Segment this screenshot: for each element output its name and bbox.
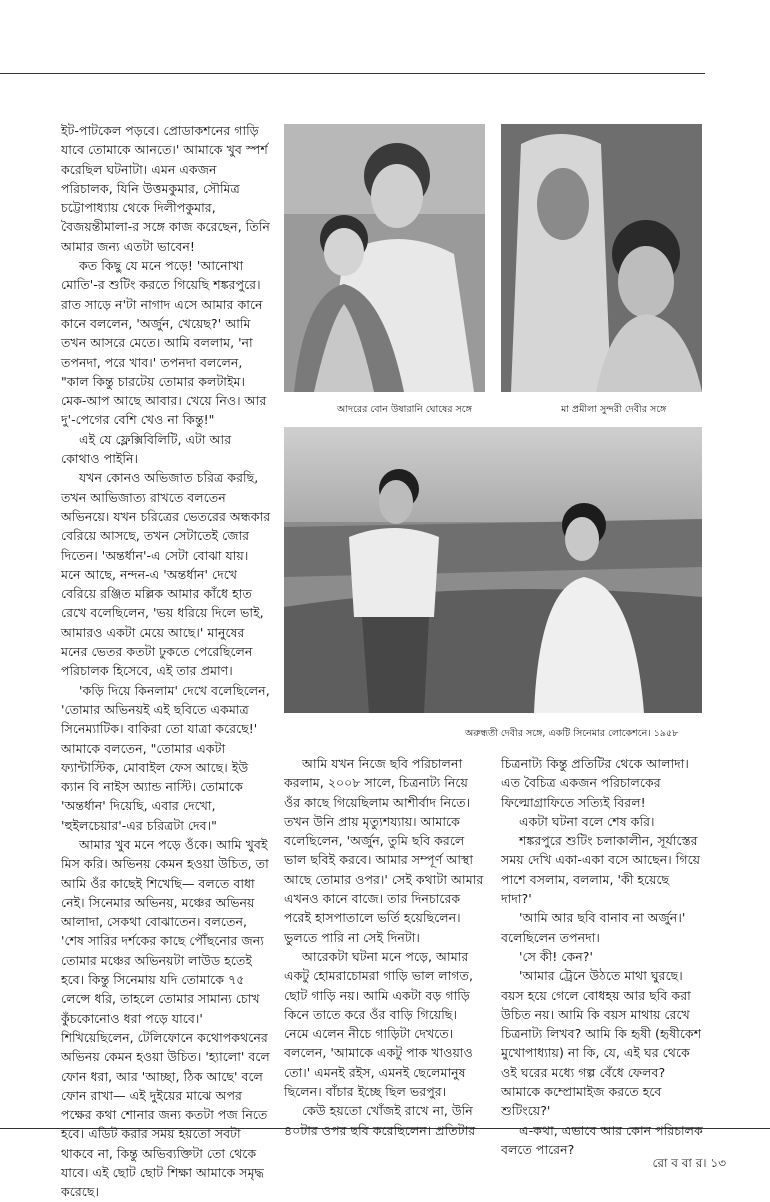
paragraph: এই যে ফ্লেক্সিবিলিটি, এটা আর কোথাও পাইনি। — [61, 431, 232, 467]
article-column-3 — [501, 754, 703, 1159]
caption-photo-3: অরুন্ধতী দেবীর সঙ্গে, একটি সিনেমার লোকেশনে। ১৯৫৮ — [465, 728, 679, 739]
paragraph: কত কিছু যে মনে পড়ে! 'আনোখা মোতি'-র শুটিং করতে গিয়েছি শঙ্করপুরে। রাত সাড়ে ন'টা নাগাদ এসে আমার কানে কানে বললেন, 'অর্জুন, খেয়েছ?' আমি তখন আসরে মেতে। আমি বললাম, 'না তপনদা, পরে খাব।' তপনদা বললেন, "কাল কিন্তু চারটেয় তোমার কলটাইম। মেক-আপ আছে আবার। খেয়ে নিও। আর দু'-পেগের বেশি খেও না কিন্তু!" — [61, 258, 267, 428]
paragraph: আরেকটা ঘটনা মনে পড়ে, আমার একটু হোমরাচোমরা গাড়ি ভাল লাগত, ছোট গাড়ি নয়। আমি একটা বড় গাড়ি কিনে তাতে করে ওঁর বাড়ি গিয়েছি। নেমে এলেন নীচে গাড়িটা দেখতে। বললেন, 'আমাকে একটু পাক খাওয়াও তো।' এমনই রইস, এমনই ছেলেমানুষ ছিলেন। বাঁচার ইচ্ছে ছিল ভরপুর। — [284, 948, 473, 1100]
article-column-1 — [61, 121, 271, 1202]
article-column-2 — [284, 754, 484, 1140]
photo-with-mother — [501, 124, 702, 392]
paragraph: ইট-পাটকেল পড়বে। প্রোডাকশনের গাড়ি যাবে তোমাকে আনতে।' আমাকে খুব স্পর্শ করেছিল ঘটনাটা। এমন একজন পরিচালক, যিনি উত্তমকুমার, সৌমিত্র চট্টোপাধ্যায় থেকে দিলীপকুমার, বৈজয়ন্তীমালা-র সঙ্গে কাজ করেছেন, তিনি আমার জন্য এতটা ভাবেন! — [61, 123, 270, 254]
paragraph: একটা ঘটনা বলে শেষ করি। — [519, 813, 655, 829]
page-folio: রো ব বা র। ১৩ — [652, 1156, 726, 1170]
photo-with-arundhati-devi — [284, 427, 702, 713]
paragraph: কেউ হয়তো খোঁজই রাখে না, উনি ৪০টার ওপর ছবি করেছিলেন। প্রতিটার — [284, 1103, 476, 1138]
paragraph: শঙ্করপুরে শুটিং চলাকালীন, সূর্যাস্তের সময় দেখি একা-একা বসে আছেন। গিয়ে পাশে বসলাম, বললাম, 'কী হয়েছে দাদা?' — [501, 833, 701, 907]
caption-photo-2: মা প্রমীলা সুন্দরী দেবীর সঙ্গে — [561, 404, 667, 415]
paragraph: চিত্রনাট্য কিন্তু প্রতিটির থেকে আলাদা। এত বৈচিত্র একজন পরিচালকের ফিল্মোগ্রাফিতে সত্যিই বিরল! — [501, 756, 689, 810]
paragraph: 'আমি আর ছবি বানাব না অর্জুন।' বলেছিলেন তপনদা। — [501, 910, 686, 945]
top-rule — [0, 73, 705, 74]
paragraph: যখন কোনও অভিজাত চরিত্র করছি, তখন আভিজাত্য রাখতে বলতেন অভিনয়ে। যখন চরিত্রের ভেতরের অন্ধকার বেরিয়ে আসছে, তখন সেটাতেই জোর দিতেন। 'অন্তর্ধান'-এ সেটা বোঝা যায়। মনে আছে, নন্দন-এ 'অন্তর্ধান' দেখে বেরিয়ে রঞ্জিত মল্লিক আমার কাঁধে হাত রেখে বলেছিলেন, 'ভয় ধরিয়ে দিলে ভাই, আমারও একটা মেয়ে আছে।' মানুষের মনের ভেতর কতটা ঢুকতে পেরেছিলেন পরিচালক হিসেবে, এই তার প্রমাণ। — [61, 470, 271, 679]
photo-with-sister — [284, 124, 485, 392]
paragraph: 'সে কী! কেন?' — [519, 948, 593, 964]
paragraph: 'কড়ি দিয়ে কিনলাম' দেখে বলেছিলেন, 'তোমার অভিনয়ই এই ছবিতে একমাত্র সিনেম্যাটিক। বাকিরা তো যাত্রা করেছে!' আমাকে বলতেন, "তোমার একটা ফ্যান্টাস্টিক, মোবাইল ফেস আছে। ইউ ক্যান বি নাইস অ্যান্ড নাস্টি। তোমাকে 'অন্তর্ধান' দিয়েছি, এবার দেখো, 'হুইলচেয়ার'-এর চরিত্রটা দেব।" — [61, 682, 270, 833]
caption-photo-1: আদরের বোন উষারানি ঘোষের সঙ্গে — [337, 404, 472, 415]
paragraph: আমার খুব মনে পড়ে ওঁকে। আমি খুবই মিস করি। অভিনয় কেমন হওয়া উচিত, তা আমি ওঁর কাছেই শিখেছি— বলতে বাধা নেই। সিনেমার অভিনয়, মঞ্চের অভিনয় আলাদা, সেকথা বোঝাতেন। বলতেন, 'শেষ সারির দর্শকের কাছে পৌঁছনোর জন্য তোমার মঞ্চের অভিনয়টা লাউড হতেই হবে। কিন্তু সিনেমায় যদি তোমাকে ৭৫ লেন্সে ধরি, তাহলে তোমার সামান্য চোখ কুঁচকোনোও ধরা পড়ে যাবে।' শিখিয়েছিলেন, টেলিফোনে কথোপকথনের অভিনয় কেমন হওয়া উচিত। 'হ্যালো' বলে ফোন ধরা, আর 'আচ্ছা, ঠিক আছে' বলে ফোন রাখা— এই দুইয়ের মাঝে অপর পক্ষের কথা শোনার জন্য কতটা পজ নিতে হবে। এডিট করার সময় হয়তো সবটা থাকবে না, কিন্তু অভিব্যক্তিটা তো থেকে যাবে। এই ছোট ছোট শিক্ষা আমাকে সমৃদ্ধ করেছে। — [61, 836, 270, 1200]
paragraph: 'আমার ট্রেনে উঠতে মাথা ঘুরছে। বয়স হয়ে গেলে বোধহয় আর ছবি করা উচিত নয়। আমি কি বয়স মাথায় রেখে চিত্রনাট্য লিখব? আমি কি হৃষী (হৃষীকেশ মুখোপাধ্যায়) না কি, যে, এই ঘর থেকে ওই ঘরের মধ্যে গল্প বেঁধে ফেলব? আমাকে কম্প্রোমাইজ করতে হবে শুটিংয়ে?' — [501, 968, 702, 1119]
paragraph: এ-কথা, এভাবে আর কোন পরিচালক বলতে পারেন? — [501, 1122, 703, 1157]
paragraph: আমি যখন নিজে ছবি পরিচালনা করলাম, ২০০৮ সালে, চিত্রনাট্য নিয়ে ওঁর কাছে গিয়েছিলাম আশীর্বাদ নিতে। তখন উনি প্রায় মৃত্যুশয্যায়। আমাকে বলেছিলেন, 'অর্জুন, তুমি ছবি করলে ভাল ছবিই করবে। আমার সম্পূর্ণ আস্থা আছে তোমার ওপর।' সেই কথাটা আমার এখনও কানে বাজে। তার দিনচারেক পরেই হাসপাতালে ভর্তি হয়েছিলেন। ভুলতে পারি না সেই দিনটা। — [284, 756, 484, 945]
